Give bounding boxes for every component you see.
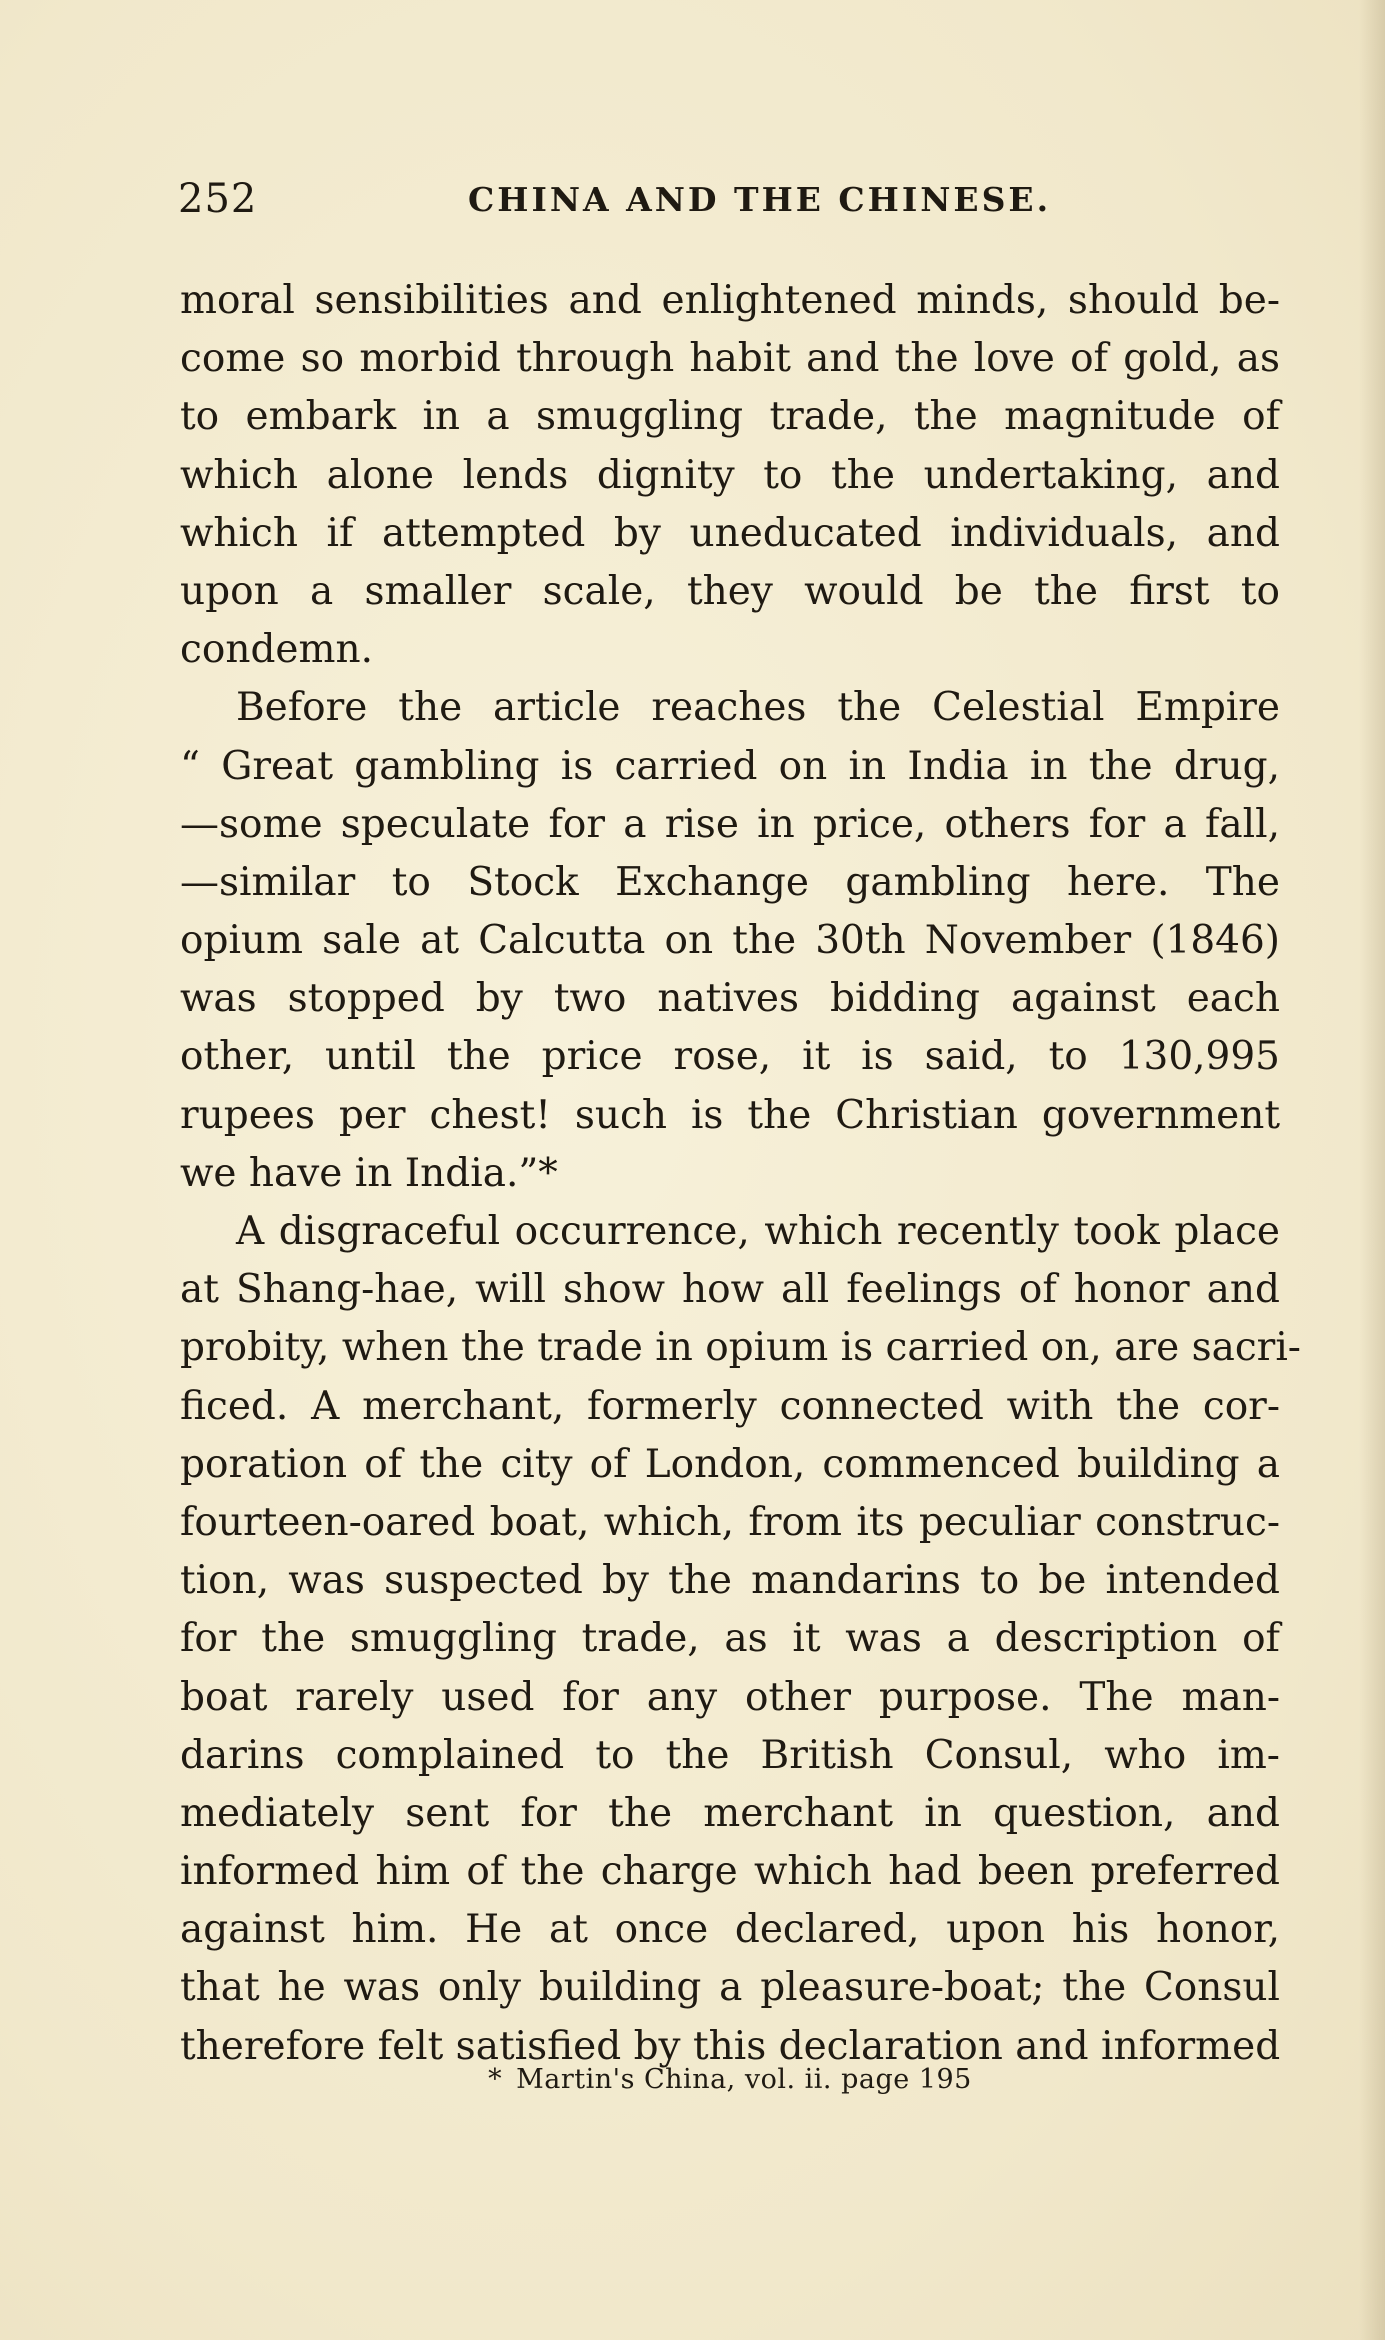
text-line: A disgraceful occurrence, which recently took place — [236, 1209, 1280, 1254]
text-line: opium sale at Calcutta on the 30th November (1846) — [180, 918, 1280, 964]
text-line: we have in India.”* — [180, 1150, 558, 1196]
text-line: poration of the city of London, commenced building a — [180, 1441, 1280, 1487]
footnote-text: Martin's China, vol. ii. page 195 — [516, 2064, 972, 2095]
text-line: at Shang-hae, will show how all feelings of honor and — [180, 1267, 1280, 1313]
text-line: that he was only building a pleasure-boat; the Consul — [180, 1965, 1280, 2011]
text-line: which if attempted by uneducated individuals, and — [180, 510, 1280, 556]
text-line: darins complained to the British Consul, who im- — [180, 1732, 1280, 1778]
text-line: therefore felt satisfied by this declaration and informed — [180, 2023, 1281, 2069]
text-line: come so morbid through habit and the love of gold, as — [180, 336, 1280, 382]
text-line: upon a smaller scale, they would be the first to — [180, 568, 1280, 614]
text-line: tion, was suspected by the mandarins to be intended — [180, 1558, 1280, 1604]
page-number: 252 — [178, 176, 258, 222]
text-line: which alone lends dignity to the undertaking, and — [180, 452, 1280, 498]
footnote-mark: * — [488, 2064, 503, 2095]
text-line: fourteen-oared boat, which, from its peculiar construc- — [180, 1499, 1280, 1545]
text-line: probity, when the trade in opium is carried on, are sacri- — [180, 1325, 1301, 1371]
body-text — [180, 272, 1301, 2076]
text-line: ficed. A merchant, formerly connected with the cor- — [180, 1383, 1280, 1429]
page-header — [178, 176, 1298, 232]
page-spine-shadow — [1359, 0, 1385, 2340]
text-line: against him. He at once declared, upon his honor, — [180, 1907, 1280, 1953]
footnote — [180, 2064, 1280, 2095]
text-line: —similar to Stock Exchange gambling here. The — [180, 859, 1280, 905]
text-line: for the smuggling trade, as it was a description of — [180, 1616, 1280, 1662]
text-line: moral sensibilities and enlightened minds, should be- — [180, 278, 1280, 323]
text-line: condemn. — [180, 627, 373, 673]
running-title: CHINA AND THE CHINESE. — [468, 180, 1052, 219]
text-line: informed him of the charge which had been preferred — [180, 1849, 1280, 1895]
text-line: rupees per chest! such is the Christian government — [180, 1092, 1280, 1138]
text-line: “ Great gambling is carried on in India in the drug, — [180, 743, 1280, 789]
text-line: boat rarely used for any other purpose. The man- — [180, 1674, 1280, 1720]
text-line: other, until the price rose, it is said, to 130,995 — [180, 1034, 1280, 1080]
text-line: mediately sent for the merchant in question, and — [180, 1790, 1280, 1836]
text-line: Before the article reaches the Celestial Empire — [236, 685, 1280, 731]
text-line: was stopped by two natives bidding against each — [180, 976, 1280, 1022]
text-line: to embark in a smuggling trade, the magnitude of — [180, 394, 1280, 440]
text-line: —some speculate for a rise in price, others for a fall, — [180, 801, 1280, 847]
